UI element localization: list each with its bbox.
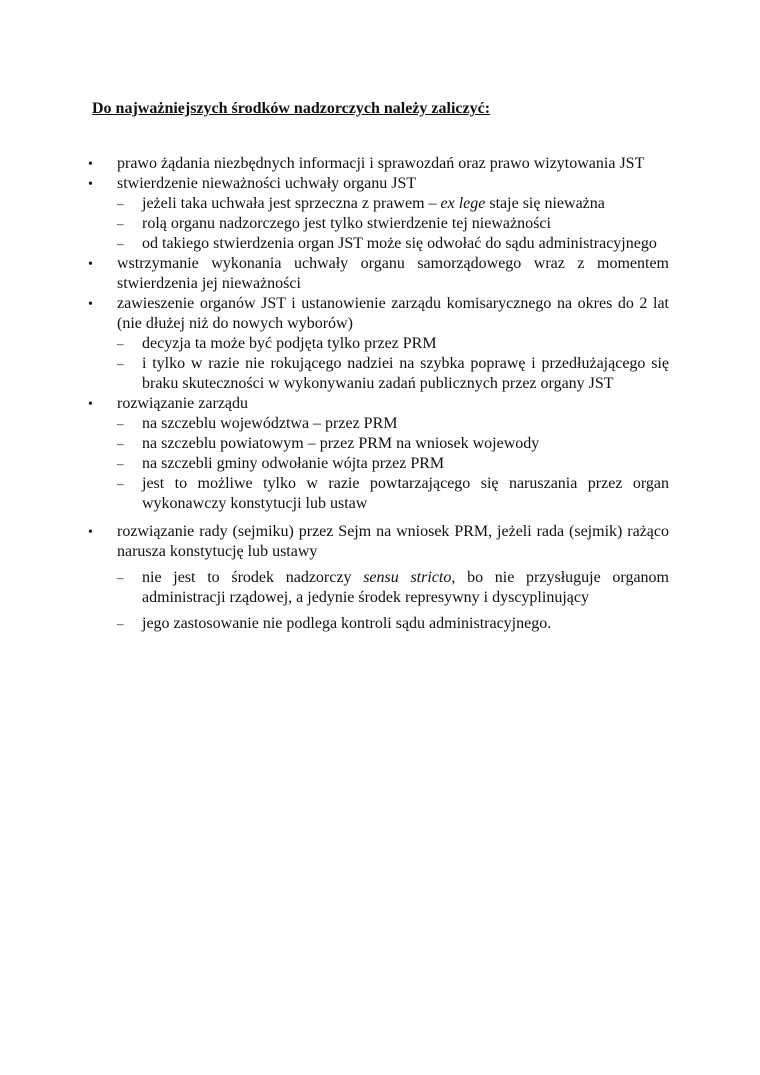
sub-list-item <box>0 194 669 214</box>
italic-term: sensu stricto <box>363 569 452 586</box>
sub-item-text: na szczebli gminy odwołanie wójta przez PRM <box>142 455 445 472</box>
list-item-text: wstrzymanie wykonania uchwały organu samorządowego wraz z momentem stwierdzenia jej nieważności <box>117 255 669 292</box>
list-item <box>0 294 669 334</box>
sub-list-item <box>0 434 669 454</box>
list-item-text: stwierdzenie nieważności uchwały organu JST <box>117 175 417 192</box>
sub-list-item <box>0 234 669 254</box>
sub-item-text: na szczeblu powiatowym – przez PRM na wniosek wojewody <box>142 435 540 452</box>
list-item-text: prawo żądania niezbędnych informacji i sprawozdań oraz prawo wizytowania JST <box>117 155 645 172</box>
sub-list-item <box>0 354 669 394</box>
dash-icon: – <box>117 416 124 431</box>
dash-icon: – <box>117 216 124 231</box>
sub-list-item <box>0 334 669 354</box>
sub-list-item <box>0 614 669 634</box>
sub-list-item <box>0 568 669 608</box>
sub-item-text: jego zastosowanie nie podlega kontroli sądu administracyjnego. <box>142 615 552 632</box>
dash-icon: – <box>117 570 124 585</box>
list-item <box>0 174 669 194</box>
list-item-text: rozwiązanie zarządu <box>117 395 249 412</box>
bullet-icon: • <box>88 525 93 540</box>
dash-icon: – <box>117 436 124 451</box>
measures-list <box>0 154 760 634</box>
dash-icon: – <box>117 236 124 251</box>
dash-icon: – <box>117 336 124 351</box>
sub-item-text: rolą organu nadzorczego jest tylko stwierdzenie tej nieważności <box>142 215 551 232</box>
sub-item-text: jest to możliwe tylko w razie powtarzającego się naruszania przez organ wykonawczy konstytucji lub ustaw <box>142 475 669 512</box>
list-item <box>0 522 669 562</box>
bullet-icon: • <box>88 257 93 272</box>
list-item <box>0 254 669 294</box>
bullet-icon: • <box>88 177 93 192</box>
dash-icon: – <box>117 196 124 211</box>
sub-item-text: decyzja ta może być podjęta tylko przez PRM <box>142 335 437 352</box>
italic-term: ex lege <box>440 195 486 212</box>
page-title: Do najważniejszych środków nadzorczych należy zaliczyć: <box>92 100 491 117</box>
dash-icon: – <box>117 616 124 631</box>
sub-item-text: i tylko w razie nie rokującego nadziei na szybka poprawę i przedłużającego się braku skuteczności w wykonywaniu zadań publicznych przez organy JST <box>142 355 669 392</box>
list-item <box>0 154 669 174</box>
bullet-icon: • <box>88 157 93 172</box>
sub-item-text: na szczeblu województwa – przez PRM <box>142 415 398 432</box>
list-item-text: zawieszenie organów JST i ustanowienie zarządu komisarycznego na okres do 2 lat (nie dłużej niż do nowych wyborów) <box>117 295 669 332</box>
sub-list-item <box>0 214 669 234</box>
sub-list-item <box>0 414 669 434</box>
dash-icon: – <box>117 456 124 471</box>
bullet-icon: • <box>88 297 93 312</box>
list-item-text: rozwiązanie rady (sejmiku) przez Sejm na wniosek PRM, jeżeli rada (sejmik) rażąco narusza konstytucję lub ustawy <box>117 523 669 560</box>
sub-item-text: nie jest to środek nadzorczy sensu stricto, bo nie przysługuje organom administracji rządowej, a jedynie środek represywny i dyscyplinujący <box>142 569 670 606</box>
sub-item-text: jeżeli taka uchwała jest sprzeczna z prawem – ex lege staje się nieważna <box>142 195 605 212</box>
bullet-icon: • <box>88 397 93 412</box>
sub-list-item <box>0 474 669 514</box>
sub-item-text: od takiego stwierdzenia organ JST może się odwołać do sądu administracyjnego <box>142 235 657 252</box>
dash-icon: – <box>117 356 124 371</box>
list-item <box>0 394 669 414</box>
sub-list-item <box>0 454 669 474</box>
dash-icon: – <box>117 476 124 491</box>
